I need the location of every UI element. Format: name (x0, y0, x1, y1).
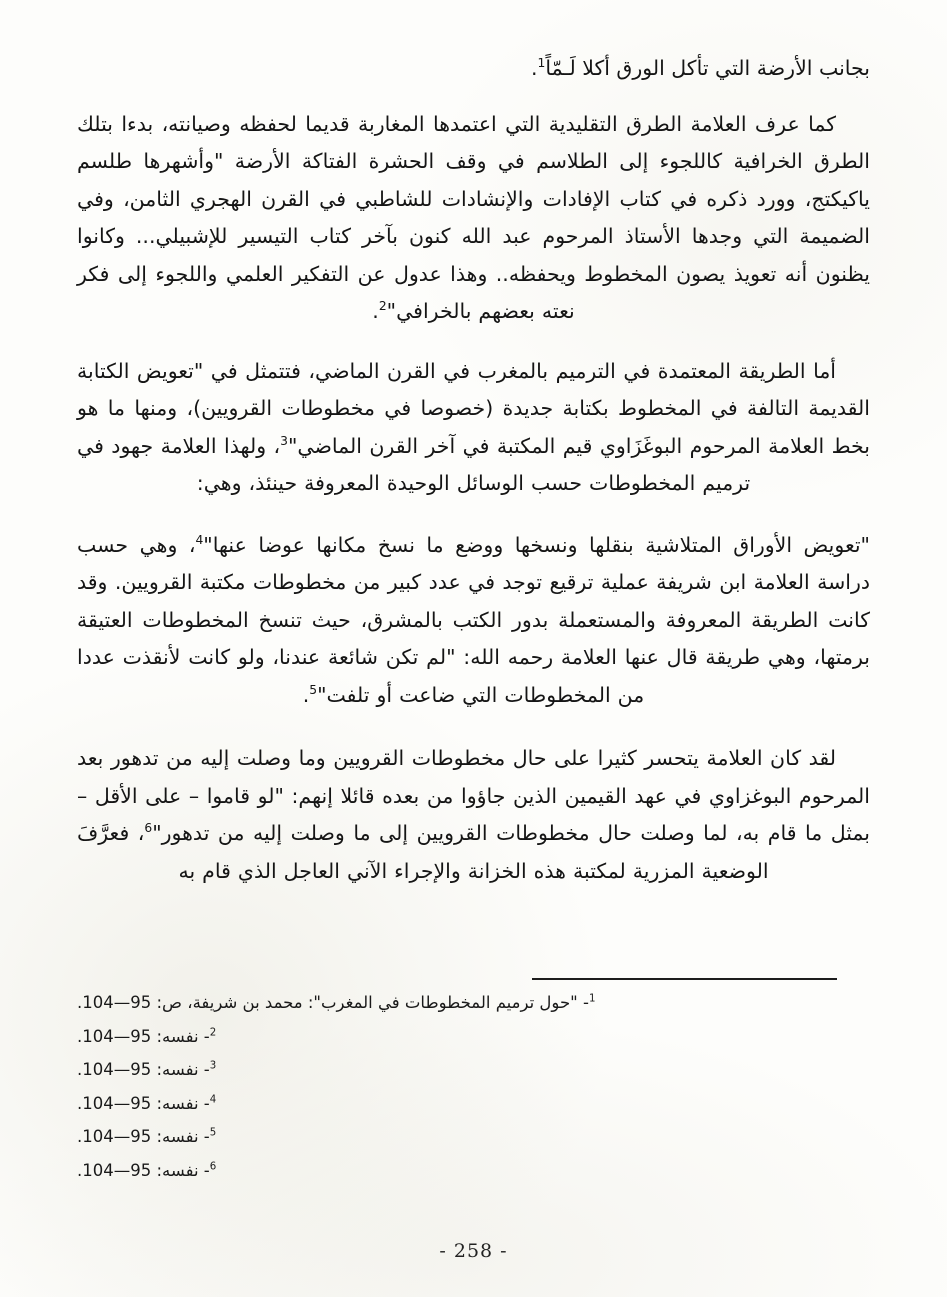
footnote-text: - "حول ترميم المخطوطات في المغرب": محمد بن شريفة، ص: 95—104. (77, 993, 589, 1012)
footnote-text: - نفسه: 95—104. (77, 1127, 210, 1146)
lead-line-tail: . (531, 56, 538, 80)
footnote-marker-5[interactable]: 5 (309, 682, 318, 697)
paragraph-3-tail: . (302, 682, 310, 707)
footnote-item (77, 1026, 870, 1046)
footnote-number: 2 (209, 1027, 217, 1038)
page-body (77, 0, 870, 890)
footnote-list (77, 995, 870, 1196)
paragraph-gap (77, 331, 870, 353)
paragraph-2-text: أما الطريقة المعتمدة في الترميم بالمغرب في القرن الماضي، فتتمثل في "تعويض الكتابة القديمة التالفة في المخطوط بكتابة جديدة (خصوصا في مخطوطات القرويين)، ومنها ما هو بخط العلامة المرحوم البوغَزَاوي قيم المكتبة في آخر القرن الماضي" (77, 358, 870, 458)
footnote-item (77, 1093, 870, 1113)
footnote-number: 3 (209, 1060, 217, 1072)
footnote-number: 4 (209, 1094, 217, 1105)
paragraph-4 (77, 740, 870, 890)
footnote-item (77, 1129, 870, 1146)
footnote-item (77, 1160, 870, 1180)
page-number: - 258 - (439, 1240, 508, 1262)
paragraph-1 (77, 106, 870, 331)
paragraph-4-tail: ، فعرَّفَ الوضعية المزرية لمكتبة هذه الخزانة والإجراء الآني العاجل الذي قام به (77, 821, 769, 883)
footnote-separator-rule (532, 978, 837, 980)
footnote-separator (77, 978, 837, 980)
paragraph-gap (77, 79, 870, 106)
footnote-item (77, 1062, 870, 1079)
paragraph-3 (77, 527, 870, 715)
footnote-text: - نفسه: 95—104. (77, 1060, 210, 1079)
footnote-text: - نفسه: 95—104. (77, 1160, 210, 1180)
paragraph-3-text: "تعويض الأوراق المتلاشية بنقلها ونسخها ووضع ما نسخ مكانها عوضا عنها" (203, 532, 870, 557)
paragraph-2-tail: ، ولهذا العلامة جهود في ترميم المخطوطات حسب الوسائل الوحيدة المعروفة حينئذ، وهي: (77, 433, 751, 495)
paragraph-3-mid: ، وهي حسب دراسة العلامة ابن شريفة عملية ترقيع توجد في عدد كبير من مخطوطات مكتبة القرويين. وقد كانت الطريقة المعروفة والمستعملة بدور الكتب بالمشرق، حيث تنسخ المخطوطات العتيقة برمتها، وهي طريقة قال عنها العلامة رحمه الله: "لم تكن شائعة عندنا، ولو كانت لأنقذت عددا من المخطوطات التي ضاعت أو تلفت" (77, 532, 870, 707)
footnote-text: - نفسه: 95—104. (77, 1026, 210, 1046)
footnote-marker-1[interactable]: 1 (537, 56, 546, 71)
lead-continuation-line (77, 58, 870, 79)
paragraph-gap (77, 503, 870, 527)
footnote-number: 5 (209, 1127, 217, 1139)
footnote-number: 6 (209, 1161, 217, 1172)
footnote-item (77, 995, 870, 1012)
footnote-marker-3[interactable]: 3 (280, 433, 288, 448)
footnote-text: - نفسه: 95—104. (77, 1093, 210, 1113)
paragraph-1-tail: . (372, 299, 379, 323)
paragraph-gap (77, 714, 870, 740)
footnote-marker-2[interactable]: 2 (378, 299, 387, 314)
footnote-number: 1 (588, 993, 596, 1005)
paragraph-2 (77, 353, 870, 503)
paragraph-4-text: لقد كان العلامة يتحسر كثيرا على حال مخطوطات القرويين وما وصلت إليه من تدهور بعد المرحوم البوغزاوي في عهد القيمين الذين جاؤوا من بعده قائلا إنهم: "لو قاموا – على الأقل – بمثل ما قام به، لما وصلت حال مخطوطات القرويين إلى ما وصلت إليه من تدهور" (77, 746, 870, 845)
lead-line-text: بجانب الأرضة التي تأكل الورق أكلا لَـمّاً (545, 56, 870, 80)
footnote-marker-4[interactable]: 4 (195, 532, 204, 547)
footnote-marker-6[interactable]: 6 (144, 821, 153, 836)
paragraph-1-text: كما عرف العلامة الطرق التقليدية التي اعتمدها المغاربة قديما لحفظه وصيانته، بدءا بتلك الطرق الخرافية كاللجوء إلى الطلاسم في وقف الحشرة الفتاكة الأرضة "وأشهرها طلسم ياكيكتج، وورد ذكره في كتاب الإفادات والإنشادات للشاطبي في القرن الهجري الثامن، وفي الضميمة التي وجدها الأستاذ المرحوم عبد الله كنون بآخر كتاب التيسير للإشبيلي... وكانوا يظنون أنه تعويذ يصون المخطوط ويحفظه.. وهذا عدول عن التفكير العلمي واللجوء إلى فكر نعته بعضهم بالخرافي" (77, 111, 870, 323)
